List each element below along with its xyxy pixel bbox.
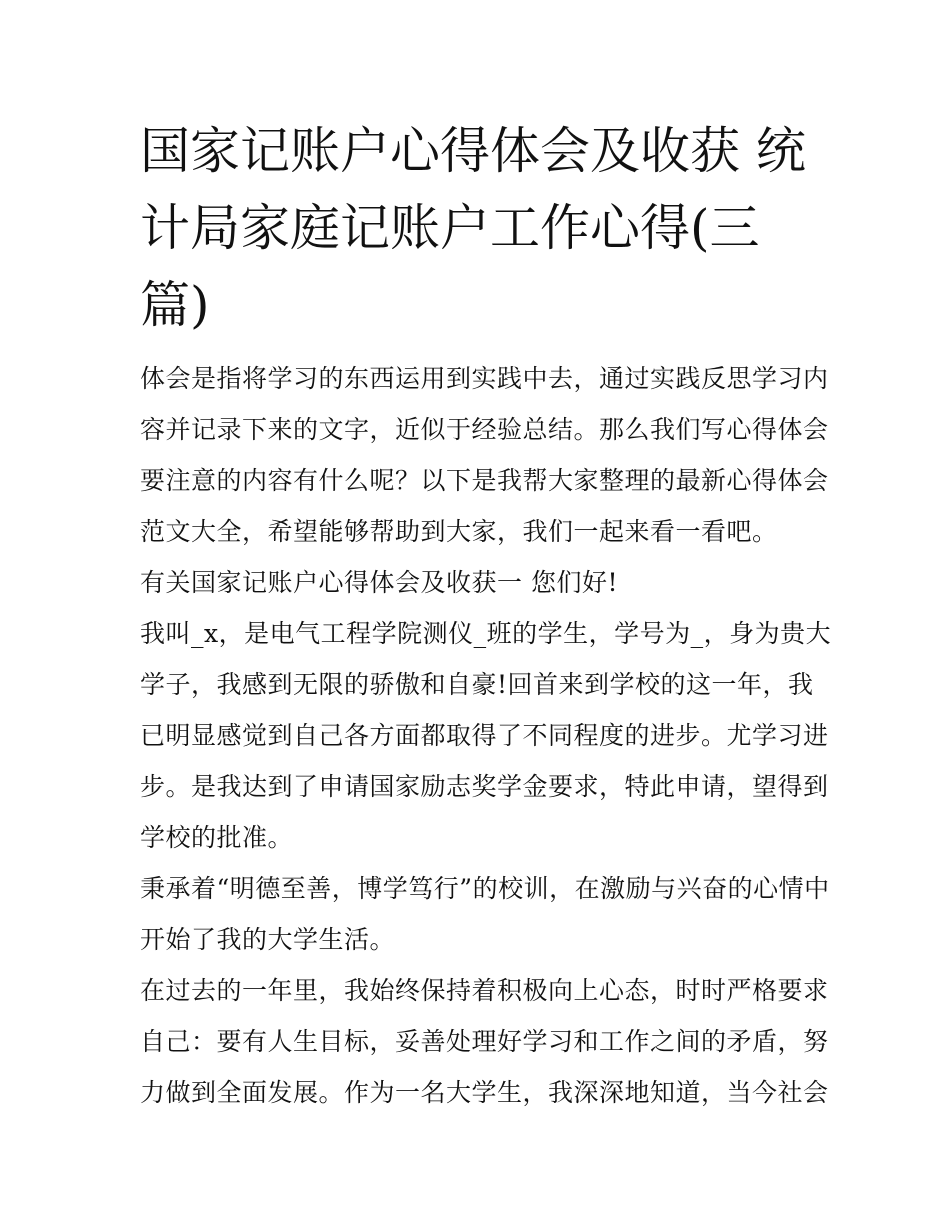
body-line: 要注意的内容有什么呢？以下是我帮大家整理的最新心得体会 bbox=[140, 466, 829, 495]
body-line: 开始了我的大学生活。 bbox=[140, 925, 396, 954]
title-line: 篇) bbox=[140, 276, 210, 334]
body-line: 学子，我感到无限的骄傲和自豪!回首来到学校的这一年，我 bbox=[140, 670, 814, 699]
body-line: 已明显感觉到自己各方面都取得了不同程度的进步。尤学习进 bbox=[140, 721, 829, 750]
body-line: 体会是指将学习的东西运用到实践中去，通过实践反思学习内 bbox=[140, 364, 829, 393]
body-line: 步。是我达到了申请国家励志奖学金要求，特此申请，望得到 bbox=[140, 772, 829, 801]
body-line: 秉承着“明德至善，博学笃行”的校训，在激励与兴奋的心情中 bbox=[140, 874, 830, 903]
body-line: 在过去的一年里，我始终保持着积极向上心态，时时严格要求 bbox=[140, 976, 829, 1005]
body-line: 范文大全，希望能够帮助到大家，我们一起来看一看吧。 bbox=[140, 517, 778, 546]
body-line: 力做到全面发展。作为一名大学生，我深深地知道，当今社会 bbox=[140, 1078, 829, 1107]
body-line: 容并记录下来的文字，近似于经验总结。那么我们写心得体会 bbox=[140, 415, 829, 444]
body-line: 有关国家记账户心得体会及收获一 您们好! bbox=[140, 568, 618, 597]
body-line: 学校的批准。 bbox=[140, 823, 294, 852]
document-body bbox=[140, 353, 832, 1118]
body-line: 我叫_x，是电气工程学院测仪_班的学生，学号为_，身为贵大 bbox=[140, 619, 832, 648]
title-line: 国家记账户心得体会及收获 统 bbox=[140, 122, 806, 180]
body-line: 自己：要有人生目标，妥善处理好学习和工作之间的矛盾，努 bbox=[140, 1027, 829, 1056]
document-title bbox=[140, 113, 820, 344]
title-line: 计局家庭记账户工作心得(三 bbox=[140, 199, 760, 257]
